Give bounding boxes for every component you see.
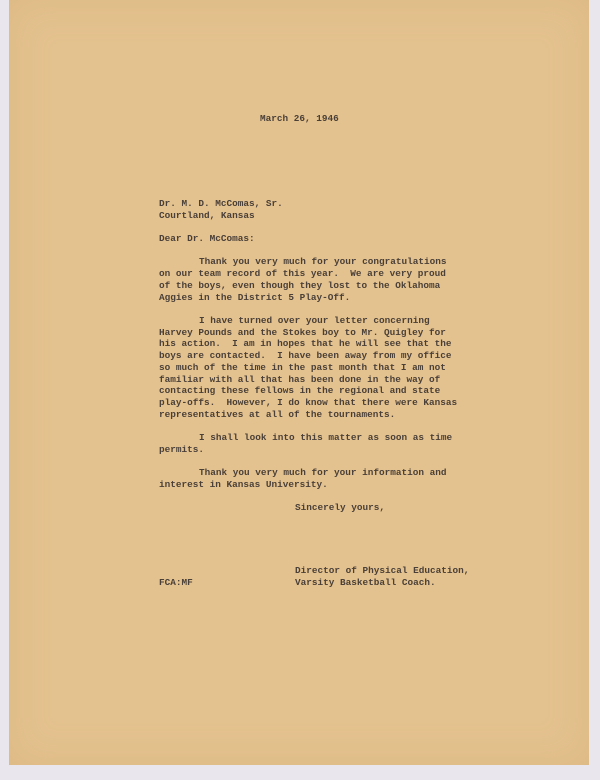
text-line: representatives at all of the tournaments. bbox=[159, 409, 396, 420]
text-line: on our team record of this year. We are very proud bbox=[159, 268, 446, 279]
text-line: Thank you very much for your congratulations bbox=[154, 256, 447, 267]
closing: Sincerely yours, bbox=[295, 502, 386, 513]
typist-initials: FCA:MF bbox=[159, 577, 193, 588]
text-line: contacting these fellows in the regional and state bbox=[159, 385, 441, 396]
text-line: Thank you very much for your information and bbox=[154, 467, 447, 478]
text-line: interest in Kansas University. bbox=[159, 479, 328, 490]
recipient-name: Dr. M. D. McComas, Sr. bbox=[159, 198, 283, 209]
text-line: play-offs. However, I do know that there were Kansas bbox=[159, 397, 458, 408]
text-line: familiar with all that has been done in the way of bbox=[159, 374, 441, 385]
text-line: of the boys, even though they lost to the Oklahoma bbox=[159, 280, 441, 291]
signature-subtitle: Varsity Basketball Coach. bbox=[295, 577, 436, 588]
text-line: Harvey Pounds and the Stokes boy to Mr. Quigley for bbox=[159, 327, 446, 338]
salutation: Dear Dr. McComas: bbox=[159, 233, 255, 244]
signature-title: Director of Physical Education, bbox=[295, 565, 470, 576]
text-line: his action. I am in hopes that he will see that the bbox=[159, 338, 452, 349]
text-line: I have turned over your letter concerning bbox=[154, 315, 430, 326]
text-line: I shall look into this matter as soon as time bbox=[154, 432, 453, 443]
text-line: boys are contacted. I have been away from my office bbox=[159, 350, 452, 361]
recipient-location: Courtland, Kansas bbox=[159, 210, 255, 221]
text-line: permits. bbox=[159, 444, 205, 455]
text-line: so much of the time in the past month that I am not bbox=[159, 362, 446, 373]
text-line: Aggies in the District 5 Play-Off. bbox=[159, 292, 351, 303]
letter-date: March 26, 1946 bbox=[260, 113, 339, 124]
